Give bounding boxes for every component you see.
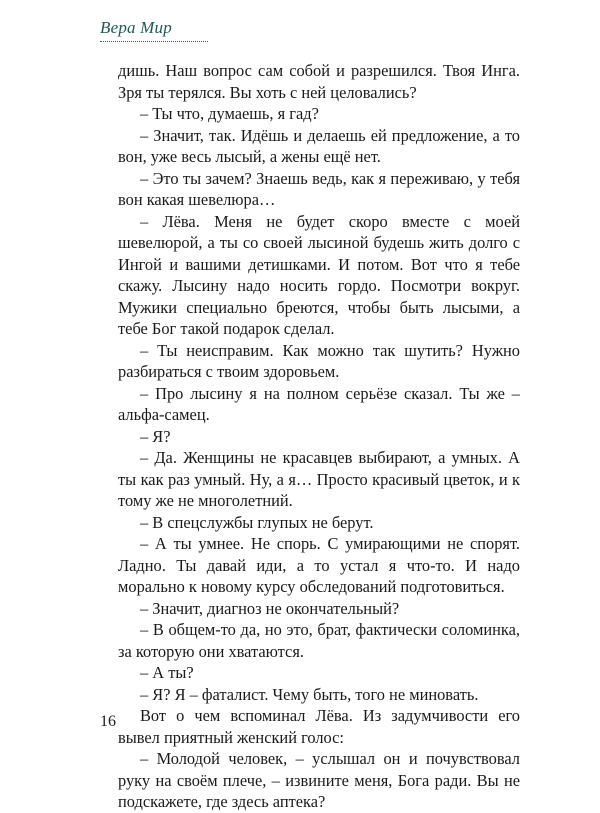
running-header-author: Вера Мир [100,18,172,37]
paragraph: – Ты неисправим. Как можно так шутить? Нужно разбираться с твоим здоровьем. [118,340,520,381]
body-text [118,60,520,813]
paragraph: – В общем-то да, но это, брат, фактически соломинка, за которую они хватаются. [118,620,520,661]
paragraph: – А ты? [140,663,194,682]
paragraph: – Про лысину я на полном серьёзе сказал. Ты же – альфа-самец. [118,383,520,424]
paragraph: – В спецслужбы глупых не берут. [140,512,374,532]
paragraph: – А ты умнее. Не спорь. С умирающими не спорят. Ладно. Ты давай иди, а то устал я что-то. И надо морально к новому курсу обследований подготовиться. [118,534,520,596]
header-dotted-rule [100,41,208,42]
paragraph: – Значит, так. Идёшь и делаешь ей предложение, а то вон, уже весь лысый, а жены ещё нет. [118,125,520,166]
paragraph: – Это ты зачем? Знаешь ведь, как я переживаю, у тебя вон какая шевелюра… [118,168,520,209]
paragraph: дишь. Наш вопрос сам собой и разрешился. Твоя Инга. Зря ты терялся. Вы хоть с ней целовались? [118,61,520,102]
paragraph: – Я? Я – фаталист. Чему быть, того не миновать. [140,684,479,704]
page-number: 16 [100,713,116,730]
paragraph: – Лёва. Меня не будет скоро вместе с моей шевелюрой, а ты со своей лысиной будешь жить долго с Ингой и вашими детишками. И потом. Вот что я тебе скажу. Лысину надо носить гордо. Посмотри вокруг. Мужики специально бреются, чтобы быть лысыми, а тебе Бог такой подарок сделал. [118,211,520,338]
paragraph: – Я? [140,426,171,446]
paragraph: Вот о чем вспоминал Лёва. Из задумчивости его вывел приятный женский голос: [118,706,520,747]
paragraph: – Молодой человек, – услышал он и почувствовал руку на своём плече, – извините меня, Бога ради. Вы не подскажете, где здесь аптека? [118,749,520,811]
paragraph: – Да. Женщины не красавцев выбирают, а умных. А ты как раз умный. Ну, а я… Просто красивый цветок, и к тому же не многолетний. [118,448,520,510]
paragraph: – Значит, диагноз не окончательный? [140,598,400,618]
paragraph: – Ты что, думаешь, я гад? [140,104,319,123]
